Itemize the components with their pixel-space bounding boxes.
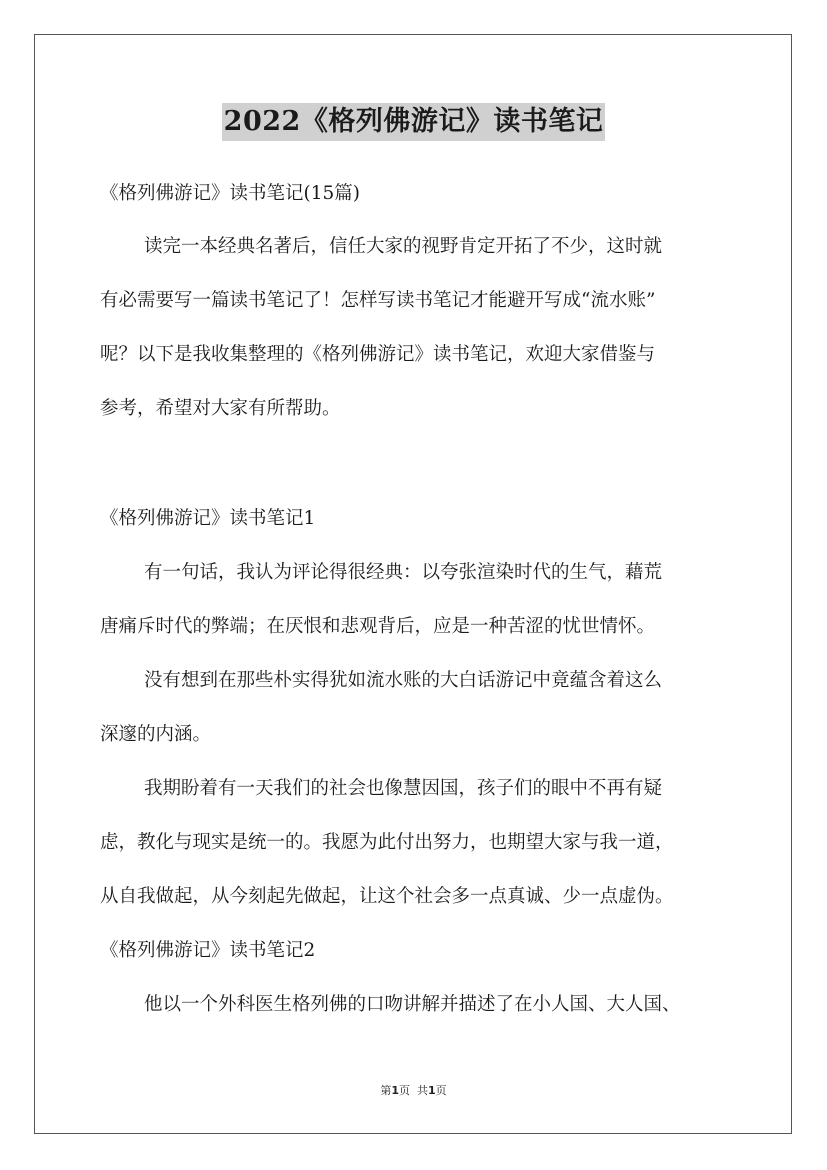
section-heading-1: 《格列佛游记》读书笔记1 (100, 508, 316, 529)
paragraph-line: 参考，希望对大家有所帮助。 (100, 398, 341, 419)
paragraph-line: 我期盼着有一天我们的社会也像慧因国，孩子们的眼中不再有疑 (144, 778, 663, 799)
paragraph-line: 从自我做起，从今刻起先做起，让这个社会多一点真诚、少一点虚伪。 (100, 886, 674, 907)
paragraph-line: 有一句话，我认为评论得很经典：以夸张渲染时代的生气，藉荒 (144, 562, 663, 583)
paragraph-line: 深邃的内涵。 (100, 724, 212, 745)
paragraph-line: 有必需要写一篇读书笔记了！怎样写读书笔记才能避开写成“流水账” (100, 290, 656, 311)
paragraph-line: 他以一个外科医生格列佛的口吻讲解并描述了在小人国、大人国、 (144, 994, 681, 1015)
page-label-suffix: 页 (399, 1084, 410, 1097)
section-heading-2: 《格列佛游记》读书笔记2 (100, 940, 316, 961)
paragraph-line: 唐痛斥时代的弊端；在厌恨和悲观背后，应是一种苦涩的忧世情怀。 (100, 616, 656, 637)
paragraph-line: 虑，教化与现实是统一的。我愿为此付出努力，也期望大家与我一道， (100, 832, 674, 853)
total-label-prefix: 共 (417, 1084, 428, 1097)
paragraph-line: 呢？以下是我收集整理的《格列佛游记》读书笔记，欢迎大家借鉴与 (100, 344, 656, 365)
total-label-suffix: 页 (435, 1084, 447, 1097)
title-container (0, 103, 827, 141)
paragraph-line: 读完一本经典名著后，信任大家的视野肯定开拓了不少，这时就 (144, 236, 663, 257)
paragraph-line: 没有想到在那些朴实得犹如流水账的大白话游记中竟蕴含着这么 (144, 670, 663, 691)
document-title: 2022《格列佛游记》读书笔记 (222, 103, 606, 141)
page-number: 1 (391, 1084, 399, 1097)
total-pages: 1 (428, 1084, 436, 1097)
page-label-prefix: 第 (380, 1084, 392, 1097)
page-footer (0, 1083, 827, 1099)
subtitle-line: 《格列佛游记》读书笔记(15篇) (100, 183, 360, 204)
